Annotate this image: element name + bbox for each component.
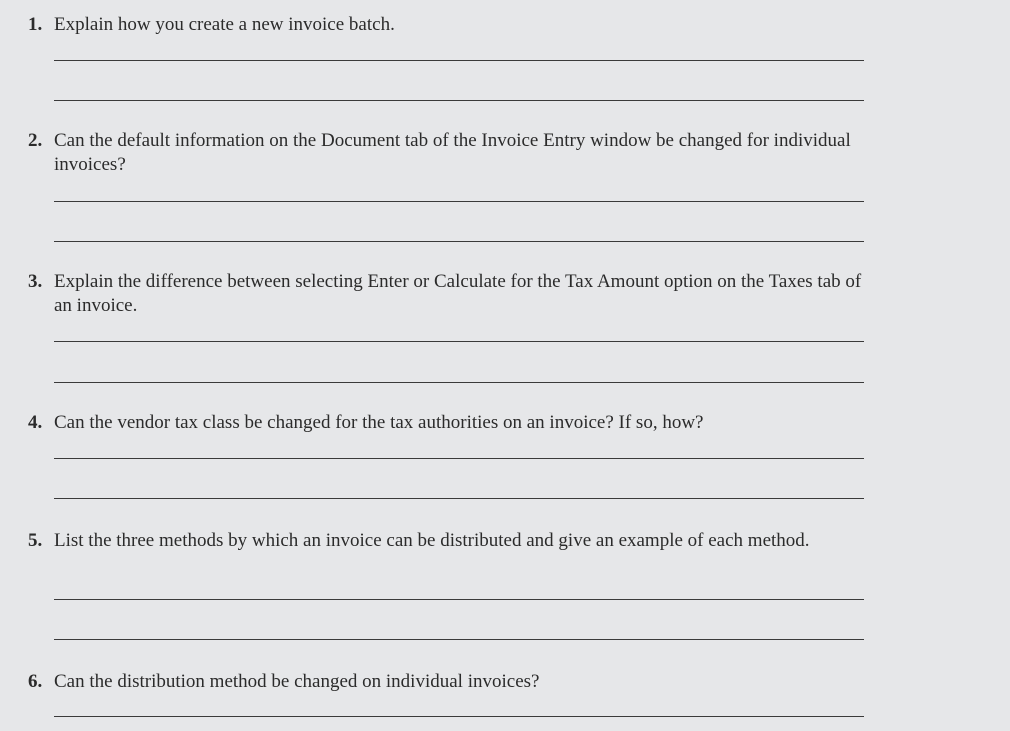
answer-line [54,100,864,101]
question-text: List the three methods by which an invoice can be distributed and give an example of each method. [54,530,810,551]
answer-line [54,241,864,242]
answer-line [54,458,864,459]
question-number: 6. [28,671,43,692]
answer-line [54,382,864,383]
answer-line [54,341,864,342]
question-number: 5. [28,530,43,551]
question-number: 1. [28,14,43,35]
question-number: 3. [28,271,43,292]
question-1 [28,13,864,37]
answer-line [54,639,864,640]
answer-line [54,498,864,499]
answer-line [54,599,864,600]
question-number: 2. [28,130,43,151]
answer-line [54,60,864,61]
question-text: Explain the difference between selecting Enter or Calculate for the Tax Amount option on the Taxes tab of an invoice. [54,271,862,316]
question-5 [28,529,864,553]
question-text: Can the vendor tax class be changed for the tax authorities on an invoice? If so, how? [54,412,704,433]
answer-line [54,716,864,717]
question-4 [28,411,864,435]
question-number: 4. [28,412,43,433]
question-6 [28,670,864,694]
question-2 [28,129,864,177]
question-text: Can the default information on the Document tab of the Invoice Entry window be changed for individual invoices? [54,130,851,175]
question-3 [28,270,864,318]
answer-line [54,201,864,202]
question-text: Explain how you create a new invoice batch. [54,14,395,35]
question-text: Can the distribution method be changed on individual invoices? [54,671,540,692]
